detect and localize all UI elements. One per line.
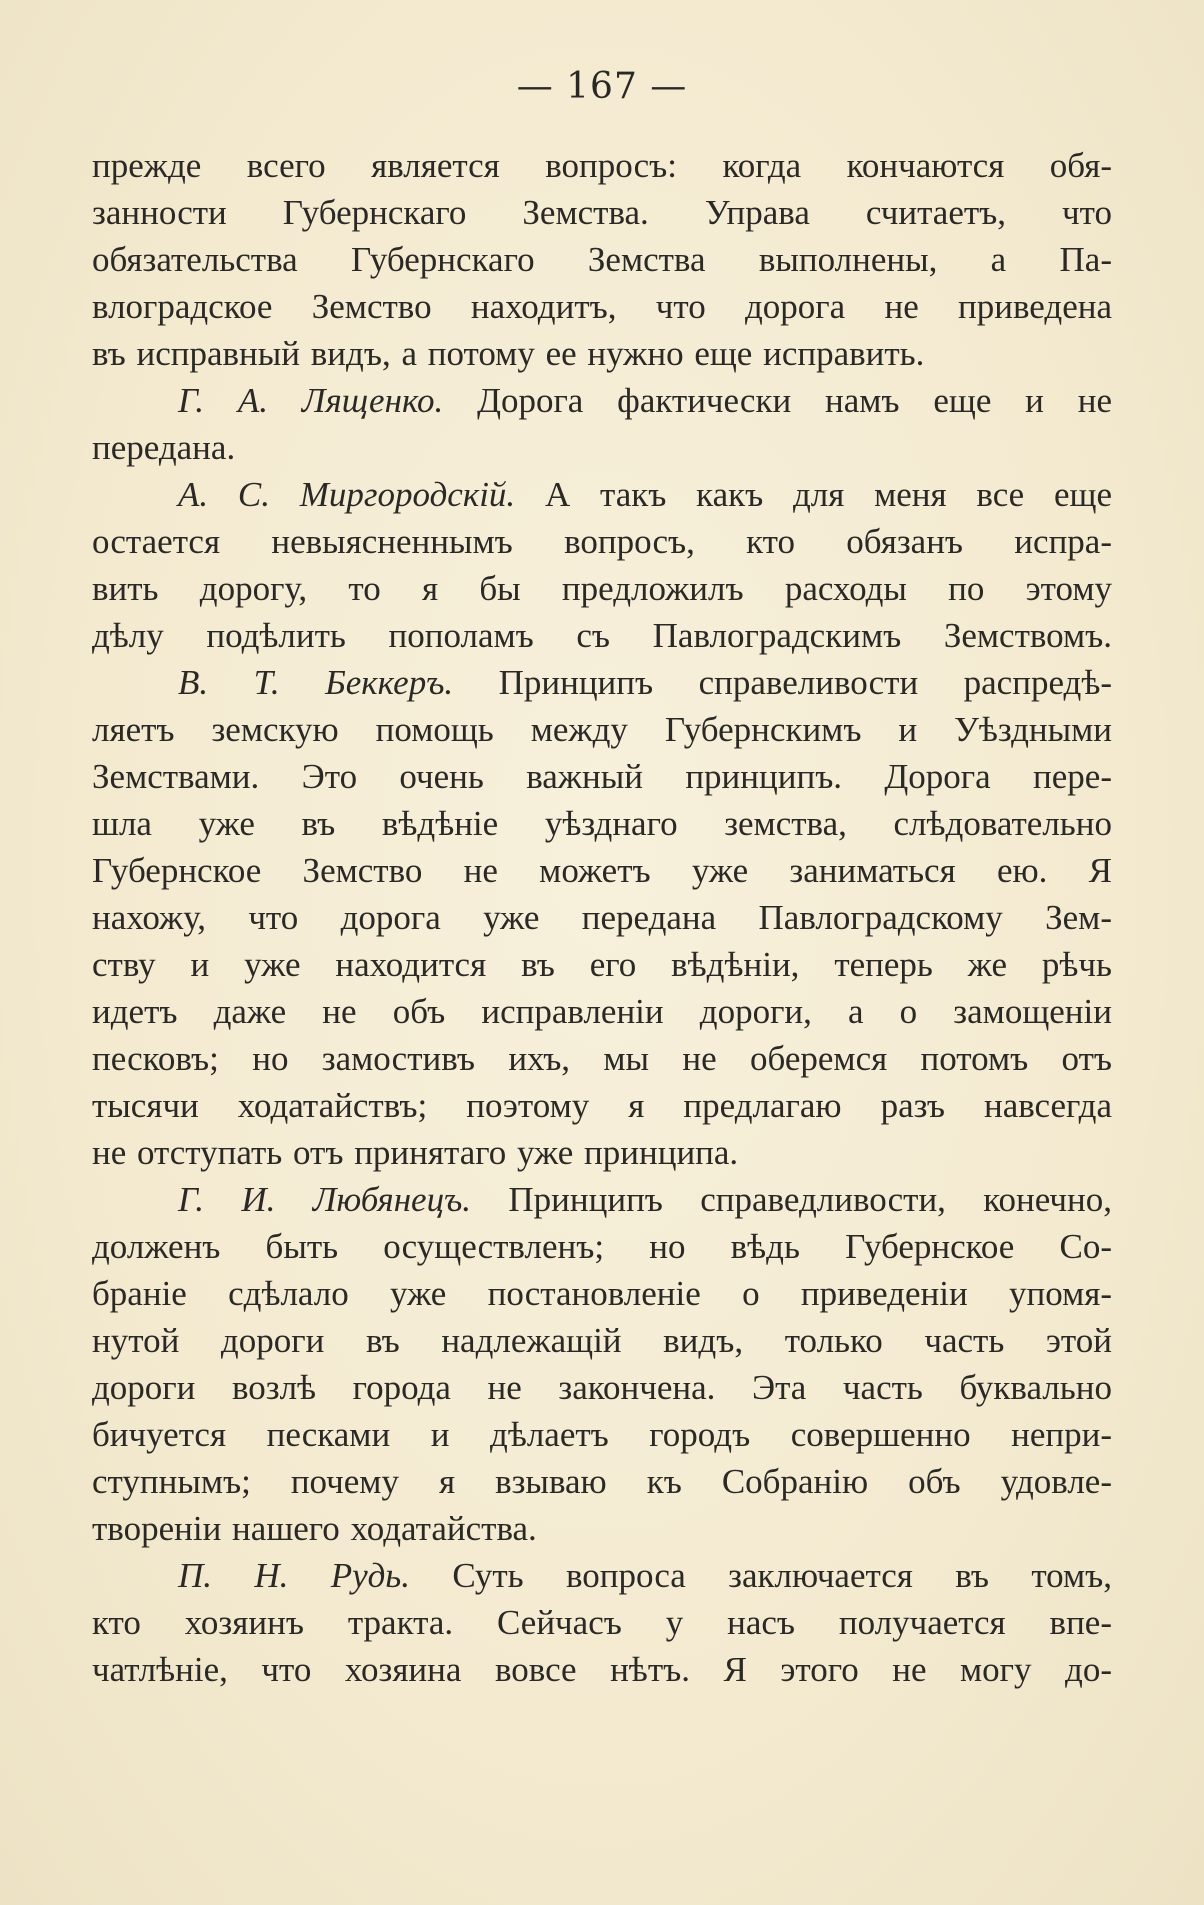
speaker-name: Г. И. Любянецъ. <box>178 1180 472 1219</box>
line-text: въ исправный видъ, а потому ее нужно еще исправить. <box>92 334 925 373</box>
text-line <box>92 659 1112 706</box>
line-text: А такъ какъ для меня все еще <box>515 475 1112 514</box>
text-line <box>92 565 1112 612</box>
text-line <box>92 1317 1112 1364</box>
text-line <box>92 236 1112 283</box>
line-text: Дорога фактически намъ еще и не <box>443 381 1112 420</box>
text-line <box>92 283 1112 330</box>
line-text: Суть вопроса заключается въ томъ, <box>409 1556 1112 1595</box>
speaker-name: П. Н. Рудь. <box>178 1556 410 1595</box>
speaker-name: В. Т. Беккеръ. <box>178 663 454 702</box>
text-line <box>92 330 1112 377</box>
text-line <box>92 1082 1112 1129</box>
text-line <box>92 189 1112 236</box>
line-text: ляетъ земскую помощь между Губернскимъ и Уѣздными <box>92 710 1112 749</box>
line-text: прежде всего является вопросъ: когда кончаются обя- <box>92 146 1112 185</box>
speaker-name: Г. А. Лященко. <box>178 381 444 420</box>
text-line <box>92 1035 1112 1082</box>
line-text: не отступать отъ принятаго уже принципа. <box>92 1133 739 1172</box>
line-text: идетъ даже не объ исправленіи дороги, а о замощеніи <box>92 992 1112 1031</box>
text-line <box>92 941 1112 988</box>
line-text: шла уже въ вѣдѣніе уѣзднаго земства, слѣдовательно <box>92 804 1112 843</box>
text-line <box>92 1364 1112 1411</box>
speaker-name: А. С. Миргородскій. <box>178 475 516 514</box>
line-text: ступнымъ; почему я взываю къ Собранію объ удовле- <box>92 1462 1112 1501</box>
text-line <box>92 847 1112 894</box>
text-line <box>92 518 1112 565</box>
line-text: кто хозяинъ тракта. Сейчасъ у насъ получается впе- <box>92 1603 1112 1642</box>
text-line <box>92 1129 1112 1176</box>
line-text: дороги возлѣ города не закончена. Эта часть буквально <box>92 1368 1112 1407</box>
line-text: песковъ; но замостивъ ихъ, мы не оберемся потомъ отъ <box>92 1039 1112 1078</box>
text-line <box>92 1176 1112 1223</box>
line-text: дѣлу подѣлить пополамъ съ Павлоградскимъ Земствомъ. <box>92 616 1112 655</box>
text-line <box>92 1646 1112 1693</box>
line-text: ству и уже находится въ его вѣдѣніи, теперь же рѣчь <box>92 945 1112 984</box>
line-text: твореніи нашего ходатайства. <box>92 1509 537 1548</box>
text-line <box>92 377 1112 424</box>
text-line <box>92 706 1112 753</box>
line-text: занности Губернскаго Земства. Управа считаетъ, что <box>92 193 1112 232</box>
text-line <box>92 1270 1112 1317</box>
text-line <box>92 894 1112 941</box>
line-text: остается невыясненнымъ вопросъ, кто обязанъ испра- <box>92 522 1112 561</box>
line-text: браніе сдѣлало уже постановленіе о приведеніи упомя- <box>92 1274 1112 1313</box>
line-text: обязательства Губернскаго Земства выполнены, а Па- <box>92 240 1112 279</box>
page-number: — 167 — <box>516 66 688 107</box>
line-text: передана. <box>92 428 236 467</box>
line-text: влоградское Земство находитъ, что дорога не приведена <box>92 287 1112 326</box>
text-line <box>92 612 1112 659</box>
text-line <box>92 1599 1112 1646</box>
line-text: Принципъ справедливости, конечно, <box>471 1180 1112 1219</box>
line-text: тысячи ходатайствъ; поэтому я предлагаю разъ навсегда <box>92 1086 1112 1125</box>
line-text: долженъ быть осуществленъ; но вѣдь Губернское Со- <box>92 1227 1112 1266</box>
text-line <box>92 471 1112 518</box>
text-line <box>92 800 1112 847</box>
text-line <box>92 1223 1112 1270</box>
text-line <box>92 988 1112 1035</box>
body-text <box>92 142 1112 1693</box>
line-text: Принципъ справеливости распредѣ- <box>453 663 1112 702</box>
text-line <box>92 424 1112 471</box>
text-line <box>92 753 1112 800</box>
text-line <box>92 142 1112 189</box>
line-text: вить дорогу, то я бы предложилъ расходы по этому <box>92 569 1112 608</box>
text-line <box>92 1552 1112 1599</box>
line-text: Земствами. Это очень важный принципъ. Дорога пере- <box>92 757 1112 796</box>
line-text: Губернское Земство не можетъ уже заниматься ею. Я <box>92 851 1112 890</box>
text-line <box>92 1505 1112 1552</box>
line-text: нахожу, что дорога уже передана Павлоградскому Зем- <box>92 898 1112 937</box>
text-line <box>92 1411 1112 1458</box>
text-line <box>92 1458 1112 1505</box>
line-text: нутой дороги въ надлежащій видъ, только часть этой <box>92 1321 1112 1360</box>
line-text: чатлѣніе, что хозяина вовсе нѣтъ. Я этого не могу до- <box>92 1650 1112 1689</box>
line-text: бичуется песками и дѣлаетъ городъ совершенно непри- <box>92 1415 1112 1454</box>
